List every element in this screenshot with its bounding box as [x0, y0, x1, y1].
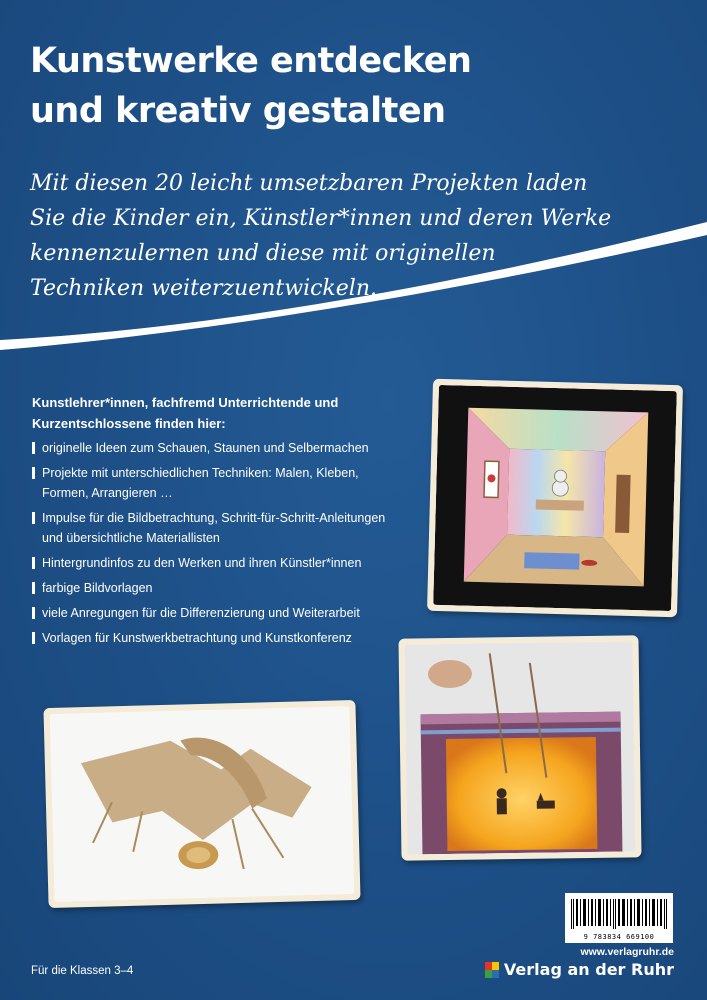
feature-item	[32, 438, 422, 458]
barcode	[565, 893, 673, 943]
bullet-bar	[32, 582, 35, 594]
shadow-theatre-image	[405, 641, 636, 854]
publisher-name: Verlag an der Ruhr	[503, 960, 674, 979]
white-swoosh	[0, 200, 707, 380]
feature-item	[32, 463, 422, 503]
audience-line: Kunstlehrer*innen, fachfremd Unterrichtende und	[32, 395, 339, 410]
feature-text: Projekte mit unterschiedlichen Techniken: Malen, Kleben,	[42, 466, 359, 480]
paper-sculpture-image	[50, 706, 355, 902]
intro-line: Sie die Kinder ein, Künstler*innen und deren Werke	[30, 206, 612, 231]
feature-text: Impulse für die Bildbetrachtung, Schritt-für-Schritt-Anleitungen	[42, 511, 386, 525]
intro-line: kennenzulernen und diese mit originellen	[30, 241, 496, 266]
feature-item	[32, 628, 422, 648]
feature-item	[32, 553, 422, 573]
feature-item	[32, 578, 422, 598]
audience-line: Kurzentschlossene finden hier:	[32, 416, 226, 431]
audience-heading	[32, 392, 362, 434]
publisher-logo-icon	[485, 962, 499, 978]
feature-text: Hintergrundinfos zu den Werken und ihren Künstler*innen	[42, 556, 362, 570]
bullet-bar	[32, 607, 35, 619]
feature-text: viele Anregungen für die Differenzierung und Weiterarbeit	[42, 606, 360, 620]
publisher-url[interactable]: www.verlagruhr.de	[580, 946, 674, 958]
title-line-2: und kreativ gestalten	[30, 91, 446, 131]
bullet-bar	[32, 512, 35, 524]
paper-sculpture-photo	[43, 700, 360, 908]
bullet-bar	[32, 632, 35, 644]
grade-level: Für die Klassen 3–4	[31, 965, 134, 977]
room-drawing-image	[433, 385, 677, 611]
feature-text: Vorlagen für Kunstwerkbetrachtung und Kunstkonferenz	[42, 631, 352, 645]
barcode-bars	[571, 899, 667, 929]
bullet-bar	[32, 467, 35, 479]
feature-text: farbige Bildvorlagen	[42, 581, 153, 595]
intro-line: Techniken weiterzuentwickeln.	[30, 276, 377, 301]
shadow-theatre-photo	[398, 635, 641, 860]
room-drawing-photo	[427, 379, 683, 617]
cover-title	[30, 36, 471, 136]
bullet-bar	[32, 442, 35, 454]
feature-item	[32, 603, 422, 623]
title-line-1: Kunstwerke entdecken	[30, 41, 472, 81]
bullet-bar	[32, 557, 35, 569]
feature-text: Formen, Arrangieren …	[42, 486, 173, 500]
feature-list	[32, 438, 422, 653]
feature-text: originelle Ideen zum Schauen, Staunen und Selbermachen	[42, 441, 369, 455]
feature-text: und übersichtliche Materiallisten	[42, 531, 220, 545]
intro-line: Mit diesen 20 leicht umsetzbaren Projekten laden	[30, 171, 588, 196]
feature-item	[32, 508, 422, 548]
publisher-brand	[485, 960, 674, 979]
barcode-number: 9 783834 669100	[583, 933, 655, 941]
